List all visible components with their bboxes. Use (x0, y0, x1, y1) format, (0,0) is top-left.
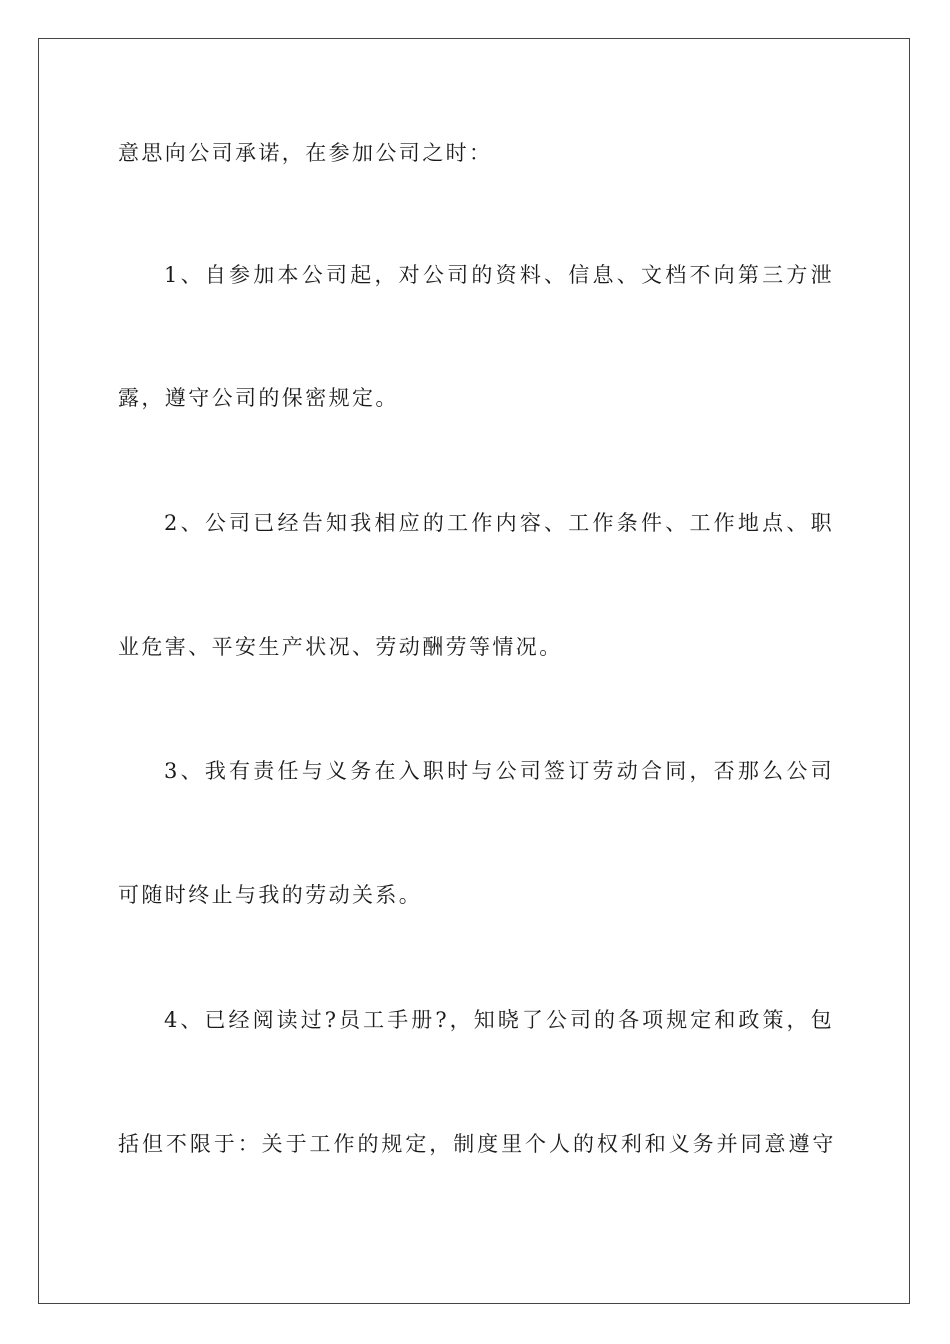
clause-4-line-1: 4、已经阅读过?员工手册?，知晓了公司的各项规定和政策，包 (164, 1008, 834, 1032)
clause-2-line-1: 2、公司已经告知我相应的工作内容、工作条件、工作地点、职 (164, 511, 834, 535)
clause-4-line-2: 括但不限于：关于工作的规定，制度里个人的权利和义务并同意遵守 (118, 1132, 834, 1156)
clause-1-line-1: 1、自参加本公司起，对公司的资料、信息、文档不向第三方泄 (164, 263, 834, 287)
clause-3-line-2: 可随时终止与我的劳动关系。 (118, 883, 423, 907)
page-frame (38, 38, 910, 1304)
clause-3-line-1: 3、我有责任与义务在入职时与公司签订劳动合同，否那么公司 (164, 759, 834, 783)
clause-1-line-2: 露，遵守公司的保密规定。 (118, 386, 399, 410)
paragraph-intro-line: 意思向公司承诺，在参加公司之时： (118, 141, 493, 165)
clause-2-line-2: 业危害、平安生产状况、劳动酬劳等情况。 (118, 635, 563, 659)
